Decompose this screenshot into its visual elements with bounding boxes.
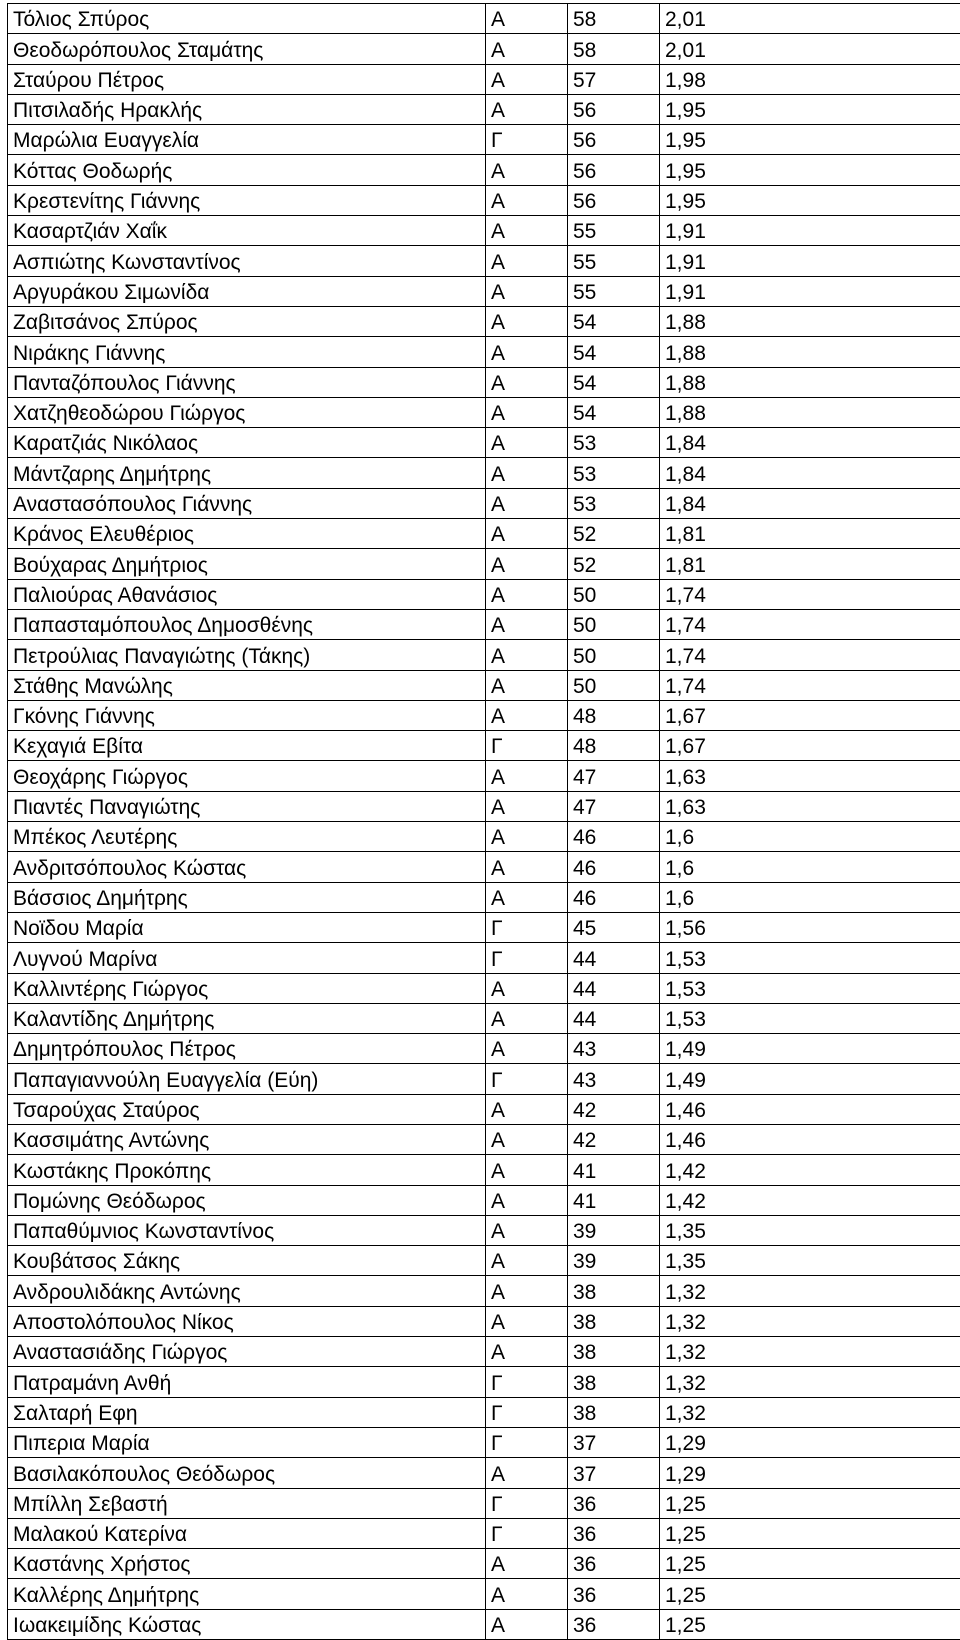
candidate-name-cell: Νιράκης Γιάννης <box>8 337 486 367</box>
table-row <box>8 1276 960 1306</box>
table-row <box>8 306 960 336</box>
table-row <box>8 1185 960 1215</box>
table-row <box>8 519 960 549</box>
candidate-class-cell: Α <box>486 337 568 367</box>
candidate-class-cell: Α <box>486 367 568 397</box>
candidate-name-cell: Πιπερια Μαρία <box>8 1427 486 1457</box>
percentage-cell: 1,25 <box>660 1579 960 1609</box>
candidate-name-cell: Νοϊδου Μαρία <box>8 912 486 942</box>
table-row <box>8 1124 960 1154</box>
candidate-name-cell: Ιωακειμίδης Κώστας <box>8 1609 486 1639</box>
votes-cell: 43 <box>568 1034 660 1064</box>
candidate-name-cell: Μπίλλη Σεβαστή <box>8 1488 486 1518</box>
candidate-class-cell: Α <box>486 1579 568 1609</box>
candidate-name-cell: Ασπιώτης Κωνσταντίνος <box>8 246 486 276</box>
votes-cell: 36 <box>568 1609 660 1639</box>
candidate-class-cell: Γ <box>486 943 568 973</box>
table-row <box>8 761 960 791</box>
candidate-class-cell: Α <box>486 1185 568 1215</box>
percentage-cell: 1,67 <box>660 700 960 730</box>
votes-cell: 39 <box>568 1215 660 1245</box>
candidate-name-cell: Πομώνης Θεόδωρος <box>8 1185 486 1215</box>
votes-cell: 52 <box>568 519 660 549</box>
candidate-class-cell: Α <box>486 1549 568 1579</box>
candidate-class-cell: Α <box>486 1458 568 1488</box>
candidate-name-cell: Κεχαγιά Εβίτα <box>8 731 486 761</box>
candidate-name-cell: Θεοδωρόπουλος Σταμάτης <box>8 34 486 64</box>
table-row <box>8 185 960 215</box>
votes-cell: 48 <box>568 700 660 730</box>
candidate-name-cell: Κωστάκης Προκόπης <box>8 1155 486 1185</box>
percentage-cell: 1,6 <box>660 822 960 852</box>
candidate-class-cell: Α <box>486 670 568 700</box>
percentage-cell: 1,25 <box>660 1549 960 1579</box>
votes-cell: 54 <box>568 306 660 336</box>
candidate-name-cell: Μάντζαρης Δημήτρης <box>8 458 486 488</box>
percentage-cell: 1,29 <box>660 1458 960 1488</box>
votes-cell: 55 <box>568 246 660 276</box>
votes-cell: 42 <box>568 1094 660 1124</box>
table-row <box>8 276 960 306</box>
percentage-cell: 1,32 <box>660 1367 960 1397</box>
percentage-cell: 2,01 <box>660 4 960 34</box>
percentage-cell: 1,91 <box>660 216 960 246</box>
candidate-class-cell: Α <box>486 306 568 336</box>
table-row <box>8 1155 960 1185</box>
candidate-class-cell: Α <box>486 1246 568 1276</box>
candidate-name-cell: Καλλιντέρης Γιώργος <box>8 973 486 1003</box>
percentage-cell: 1,35 <box>660 1246 960 1276</box>
percentage-cell: 1,81 <box>660 549 960 579</box>
percentage-cell: 1,88 <box>660 337 960 367</box>
candidate-class-cell: Γ <box>486 912 568 942</box>
candidate-class-cell: Α <box>486 852 568 882</box>
percentage-cell: 1,88 <box>660 306 960 336</box>
percentage-cell: 1,98 <box>660 64 960 94</box>
table-row <box>8 216 960 246</box>
candidate-class-cell: Γ <box>486 1518 568 1548</box>
candidate-name-cell: Παπασταμόπουλος Δημοσθένης <box>8 609 486 639</box>
candidate-class-cell: Α <box>486 1155 568 1185</box>
percentage-cell: 1,63 <box>660 761 960 791</box>
percentage-cell: 1,88 <box>660 367 960 397</box>
candidate-name-cell: Κρεστενίτης Γιάννης <box>8 185 486 215</box>
candidate-class-cell: Α <box>486 246 568 276</box>
votes-cell: 41 <box>568 1155 660 1185</box>
votes-cell: 38 <box>568 1367 660 1397</box>
candidate-name-cell: Αναστασόπουλος Γιάννης <box>8 488 486 518</box>
votes-cell: 38 <box>568 1276 660 1306</box>
percentage-cell: 1,84 <box>660 458 960 488</box>
table-row <box>8 1427 960 1457</box>
table-row <box>8 1034 960 1064</box>
table-row <box>8 1367 960 1397</box>
votes-cell: 44 <box>568 973 660 1003</box>
candidate-name-cell: Κόττας Θοδωρής <box>8 155 486 185</box>
candidate-name-cell: Χατζηθεοδώρου Γιώργος <box>8 397 486 427</box>
percentage-cell: 1,32 <box>660 1306 960 1336</box>
table-row <box>8 1337 960 1367</box>
candidate-class-cell: Α <box>486 1276 568 1306</box>
votes-cell: 38 <box>568 1337 660 1367</box>
percentage-cell: 1,91 <box>660 246 960 276</box>
table-row <box>8 1397 960 1427</box>
candidate-class-cell: Α <box>486 549 568 579</box>
table-row <box>8 1488 960 1518</box>
table-row <box>8 640 960 670</box>
percentage-cell: 1,88 <box>660 397 960 427</box>
table-row <box>8 549 960 579</box>
table-row <box>8 1518 960 1548</box>
candidate-name-cell: Ανδριτσόπουλος Κώστας <box>8 852 486 882</box>
votes-cell: 58 <box>568 4 660 34</box>
votes-cell: 55 <box>568 216 660 246</box>
table-row <box>8 943 960 973</box>
table-row <box>8 34 960 64</box>
candidate-class-cell: Α <box>486 700 568 730</box>
percentage-cell: 1,95 <box>660 125 960 155</box>
table-row <box>8 1003 960 1033</box>
table-row <box>8 882 960 912</box>
percentage-cell: 1,32 <box>660 1337 960 1367</box>
table-row <box>8 670 960 700</box>
candidate-class-cell: Α <box>486 216 568 246</box>
results-table-body <box>8 4 960 1640</box>
percentage-cell: 1,6 <box>660 852 960 882</box>
candidate-class-cell: Α <box>486 1306 568 1336</box>
candidate-name-cell: Τσαρούχας Σταύρος <box>8 1094 486 1124</box>
percentage-cell: 1,6 <box>660 882 960 912</box>
votes-cell: 36 <box>568 1579 660 1609</box>
candidate-name-cell: Τόλιος Σπύρος <box>8 4 486 34</box>
table-row <box>8 700 960 730</box>
candidate-name-cell: Μπέκος Λευτέρης <box>8 822 486 852</box>
table-row <box>8 731 960 761</box>
votes-cell: 56 <box>568 185 660 215</box>
table-row <box>8 609 960 639</box>
percentage-cell: 1,95 <box>660 94 960 124</box>
votes-cell: 47 <box>568 791 660 821</box>
candidate-name-cell: Πετρούλιας Παναγιώτης (Τάκης) <box>8 640 486 670</box>
votes-cell: 47 <box>568 761 660 791</box>
votes-cell: 50 <box>568 670 660 700</box>
candidate-name-cell: Μαλακού Κατερίνα <box>8 1518 486 1548</box>
votes-cell: 39 <box>568 1246 660 1276</box>
votes-cell: 50 <box>568 579 660 609</box>
candidate-class-cell: Α <box>486 1215 568 1245</box>
percentage-cell: 1,53 <box>660 1003 960 1033</box>
percentage-cell: 1,74 <box>660 640 960 670</box>
candidate-name-cell: Δημητρόπουλος Πέτρος <box>8 1034 486 1064</box>
table-row <box>8 488 960 518</box>
percentage-cell: 2,01 <box>660 34 960 64</box>
percentage-cell: 1,84 <box>660 428 960 458</box>
candidate-class-cell: Α <box>486 1003 568 1033</box>
percentage-cell: 1,46 <box>660 1124 960 1154</box>
votes-cell: 36 <box>568 1488 660 1518</box>
candidate-class-cell: Α <box>486 1094 568 1124</box>
table-row <box>8 4 960 34</box>
table-row <box>8 1579 960 1609</box>
votes-cell: 43 <box>568 1064 660 1094</box>
results-table <box>7 3 960 1640</box>
candidate-class-cell: Α <box>486 276 568 306</box>
candidate-class-cell: Α <box>486 34 568 64</box>
candidate-class-cell: Α <box>486 428 568 458</box>
candidate-name-cell: Καλαντίδης Δημήτρης <box>8 1003 486 1033</box>
votes-cell: 46 <box>568 822 660 852</box>
votes-cell: 57 <box>568 64 660 94</box>
percentage-cell: 1,25 <box>660 1488 960 1518</box>
table-row <box>8 94 960 124</box>
votes-cell: 56 <box>568 94 660 124</box>
table-row <box>8 1094 960 1124</box>
candidate-class-cell: Α <box>486 1034 568 1064</box>
percentage-cell: 1,42 <box>660 1155 960 1185</box>
percentage-cell: 1,53 <box>660 973 960 1003</box>
percentage-cell: 1,91 <box>660 276 960 306</box>
candidate-name-cell: Πανταζόπουλος Γιάννης <box>8 367 486 397</box>
candidate-class-cell: Α <box>486 519 568 549</box>
votes-cell: 45 <box>568 912 660 942</box>
percentage-cell: 1,46 <box>660 1094 960 1124</box>
candidate-name-cell: Πατραμάνη Ανθή <box>8 1367 486 1397</box>
table-row <box>8 579 960 609</box>
votes-cell: 53 <box>568 428 660 458</box>
votes-cell: 46 <box>568 852 660 882</box>
table-row <box>8 1549 960 1579</box>
table-row <box>8 822 960 852</box>
votes-cell: 55 <box>568 276 660 306</box>
percentage-cell: 1,25 <box>660 1518 960 1548</box>
candidate-class-cell: Γ <box>486 1367 568 1397</box>
candidate-class-cell: Γ <box>486 731 568 761</box>
percentage-cell: 1,49 <box>660 1034 960 1064</box>
table-row <box>8 125 960 155</box>
table-row <box>8 246 960 276</box>
votes-cell: 54 <box>568 367 660 397</box>
candidate-class-cell: Α <box>486 185 568 215</box>
candidate-name-cell: Βασιλακόπουλος Θεόδωρος <box>8 1458 486 1488</box>
candidate-name-cell: Καλλέρης Δημήτρης <box>8 1579 486 1609</box>
table-row <box>8 973 960 1003</box>
votes-cell: 46 <box>568 882 660 912</box>
candidate-class-cell: Α <box>486 4 568 34</box>
percentage-cell: 1,63 <box>660 791 960 821</box>
table-row <box>8 1458 960 1488</box>
candidate-class-cell: Α <box>486 761 568 791</box>
percentage-cell: 1,56 <box>660 912 960 942</box>
candidate-name-cell: Μαρώλια Ευαγγελία <box>8 125 486 155</box>
table-row <box>8 367 960 397</box>
percentage-cell: 1,74 <box>660 670 960 700</box>
votes-cell: 41 <box>568 1185 660 1215</box>
votes-cell: 56 <box>568 125 660 155</box>
candidate-class-cell: Α <box>486 882 568 912</box>
candidate-class-cell: Α <box>486 973 568 1003</box>
percentage-cell: 1,84 <box>660 488 960 518</box>
percentage-cell: 1,95 <box>660 185 960 215</box>
candidate-name-cell: Κασαρτζιάν Χαΐκ <box>8 216 486 246</box>
candidate-name-cell: Πιαντές Παναγιώτης <box>8 791 486 821</box>
candidate-class-cell: Α <box>486 155 568 185</box>
votes-cell: 44 <box>568 1003 660 1033</box>
candidate-class-cell: Α <box>486 1609 568 1639</box>
candidate-name-cell: Αργυράκου Σιμωνίδα <box>8 276 486 306</box>
candidate-class-cell: Α <box>486 64 568 94</box>
votes-cell: 50 <box>568 640 660 670</box>
candidate-name-cell: Θεοχάρης Γιώργος <box>8 761 486 791</box>
table-row <box>8 1246 960 1276</box>
table-row <box>8 1306 960 1336</box>
candidate-name-cell: Πιτσιλαδής Ηρακλής <box>8 94 486 124</box>
percentage-cell: 1,95 <box>660 155 960 185</box>
votes-cell: 50 <box>568 609 660 639</box>
candidate-class-cell: Α <box>486 397 568 427</box>
votes-cell: 38 <box>568 1306 660 1336</box>
table-row <box>8 337 960 367</box>
candidate-name-cell: Σαλταρή Εφη <box>8 1397 486 1427</box>
percentage-cell: 1,35 <box>660 1215 960 1245</box>
percentage-cell: 1,32 <box>660 1276 960 1306</box>
percentage-cell: 1,81 <box>660 519 960 549</box>
percentage-cell: 1,74 <box>660 579 960 609</box>
percentage-cell: 1,32 <box>660 1397 960 1427</box>
percentage-cell: 1,29 <box>660 1427 960 1457</box>
candidate-name-cell: Αναστασιάδης Γιώργος <box>8 1337 486 1367</box>
votes-cell: 54 <box>568 397 660 427</box>
candidate-name-cell: Σταύρου Πέτρος <box>8 64 486 94</box>
candidate-class-cell: Α <box>486 791 568 821</box>
table-row <box>8 852 960 882</box>
candidate-class-cell: Γ <box>486 1427 568 1457</box>
candidate-name-cell: Καρατζιάς Νικόλαος <box>8 428 486 458</box>
candidate-class-cell: Γ <box>486 125 568 155</box>
table-row <box>8 1215 960 1245</box>
candidate-name-cell: Παλιούρας Αθανάσιος <box>8 579 486 609</box>
votes-cell: 58 <box>568 34 660 64</box>
candidate-class-cell: Γ <box>486 1488 568 1518</box>
votes-cell: 52 <box>568 549 660 579</box>
candidate-class-cell: Α <box>486 1337 568 1367</box>
candidate-name-cell: Γκόνης Γιάννης <box>8 700 486 730</box>
table-row <box>8 155 960 185</box>
candidate-name-cell: Κασσιμάτης Αντώνης <box>8 1124 486 1154</box>
votes-cell: 36 <box>568 1518 660 1548</box>
votes-cell: 42 <box>568 1124 660 1154</box>
table-row <box>8 428 960 458</box>
table-row <box>8 1064 960 1094</box>
candidate-class-cell: Α <box>486 1124 568 1154</box>
votes-cell: 53 <box>568 458 660 488</box>
table-row <box>8 458 960 488</box>
candidate-name-cell: Ζαβιτσάνος Σπύρος <box>8 306 486 336</box>
candidate-name-cell: Λυγνού Μαρίνα <box>8 943 486 973</box>
candidate-name-cell: Ανδρουλιδάκης Αντώνης <box>8 1276 486 1306</box>
candidate-name-cell: Αποστολόπουλος Νίκος <box>8 1306 486 1336</box>
candidate-class-cell: Α <box>486 609 568 639</box>
table-row <box>8 397 960 427</box>
candidate-class-cell: Α <box>486 488 568 518</box>
candidate-name-cell: Κράνος Ελευθέριος <box>8 519 486 549</box>
votes-cell: 37 <box>568 1458 660 1488</box>
votes-cell: 53 <box>568 488 660 518</box>
percentage-cell: 1,49 <box>660 1064 960 1094</box>
percentage-cell: 1,74 <box>660 609 960 639</box>
candidate-class-cell: Α <box>486 94 568 124</box>
votes-cell: 44 <box>568 943 660 973</box>
votes-cell: 38 <box>568 1397 660 1427</box>
votes-cell: 56 <box>568 155 660 185</box>
table-row <box>8 64 960 94</box>
candidate-name-cell: Κουβάτσος Σάκης <box>8 1246 486 1276</box>
candidate-name-cell: Βούχαρας Δημήτριος <box>8 549 486 579</box>
candidate-name-cell: Καστάνης Χρήστος <box>8 1549 486 1579</box>
candidate-class-cell: Γ <box>486 1397 568 1427</box>
candidate-class-cell: Α <box>486 579 568 609</box>
votes-cell: 37 <box>568 1427 660 1457</box>
candidate-name-cell: Βάσσιος Δημήτρης <box>8 882 486 912</box>
candidate-class-cell: Α <box>486 822 568 852</box>
candidate-class-cell: Α <box>486 458 568 488</box>
table-row <box>8 912 960 942</box>
votes-cell: 54 <box>568 337 660 367</box>
candidate-class-cell: Α <box>486 640 568 670</box>
candidate-name-cell: Στάθης Μανώλης <box>8 670 486 700</box>
table-row <box>8 1609 960 1639</box>
percentage-cell: 1,67 <box>660 731 960 761</box>
percentage-cell: 1,25 <box>660 1609 960 1639</box>
candidate-name-cell: Παπαγιαννούλη Ευαγγελία (Εύη) <box>8 1064 486 1094</box>
candidate-name-cell: Παπαθύμνιος Κωνσταντίνος <box>8 1215 486 1245</box>
candidate-class-cell: Γ <box>486 1064 568 1094</box>
votes-cell: 36 <box>568 1549 660 1579</box>
percentage-cell: 1,42 <box>660 1185 960 1215</box>
table-row <box>8 791 960 821</box>
percentage-cell: 1,53 <box>660 943 960 973</box>
votes-cell: 48 <box>568 731 660 761</box>
